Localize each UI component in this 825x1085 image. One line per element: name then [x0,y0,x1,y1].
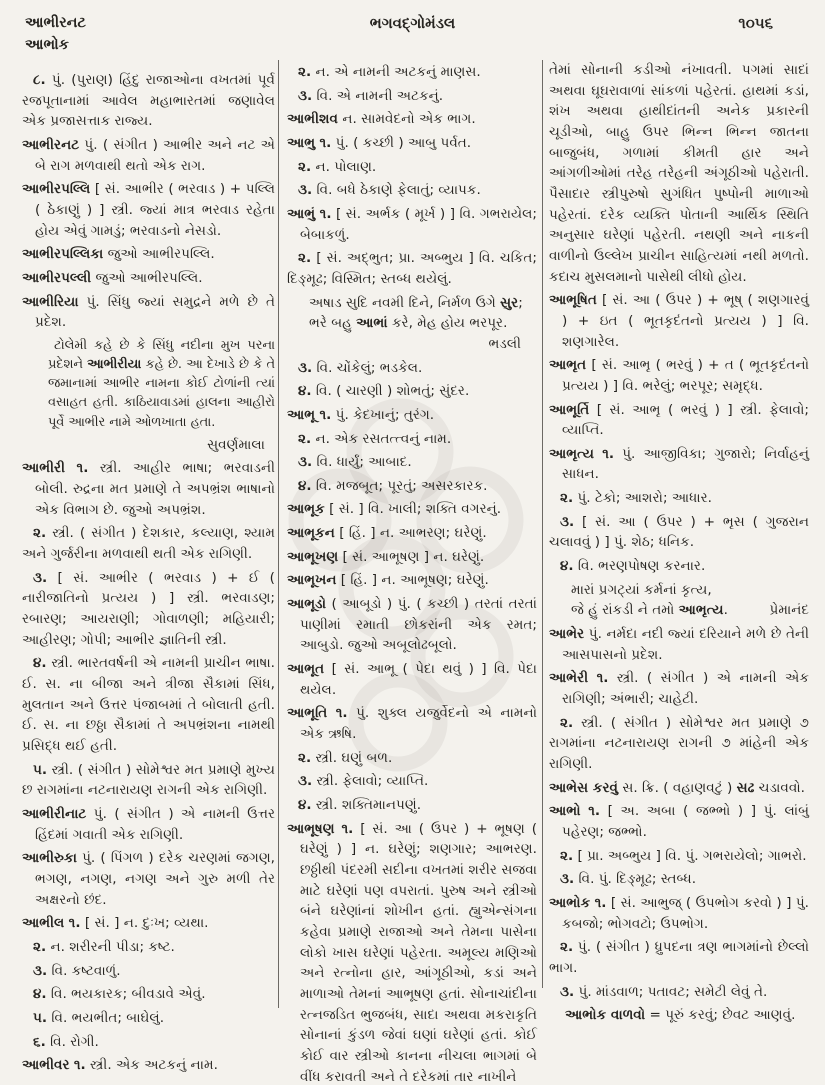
dictionary-entry: આભૃત [ સં. આભૃ ( ભરવું ) + ત ( ભૂતકૃદંતનો પ્રત્યય ) ] વિ. ભરેલું; ભરપૂર; સમૃદ્ધ. [549,357,809,394]
sense-item: ૩. [ સં. આ ( ઉપર ) + ભૃસ ( ગુજરાન ચલાવવું ) ] પું. શેઠ; ધનિક. [549,513,809,551]
source-citation: ભડલી [488,335,521,352]
dictionary-entry: આભુ ૧. પું. ( કચ્છી ) આબુ પર્વત. [287,134,472,151]
dictionary-entry: આભૂષિત [ સં. આ ( ઉપર ) + ભૂષ્ ( શણગારવું ) + ઇત ( ભૂતકૃદંતનો પ્રત્યય ) ] વિ. શણગારેલ. [549,292,809,350]
sense-item: ૩. વિ. એ નામની અટકનું. [298,87,444,104]
verse-quote: મારાં પ્રગટ્યાં કર્મનાં કૃત્ય, જે હું રાંકડી ને તમો આભૃત્ય. પ્રેમાનંદ [571,580,809,621]
dictionary-entry: આભીરપલ્લિકા જુઓ આભીરપલ્લિ. [22,246,215,263]
dictionary-entry: આભીરપલ્લિ [ સં. આભીર ( ભરવાડ ) + પલ્લિ ( ઠેકાણું ) ] સ્ત્રી. જ્યાં માત્ર ભરવાડ રહેતા હોય એવું ગામડું; ભરવાડનો નેસડો. [22,181,275,239]
sense-item: ૩. સ્ત્રી. ફેલાવો; વ્યાપ્તિ. [298,773,429,790]
sense-item: ૨. સ્ત્રી. ( સંગીત ) દેશકાર, કલ્યાણ, શ્યામ અને ગુર્જરીના મળવાથી થતી એક રાગિણી. [22,525,275,563]
sense-item: ૨. પું. ( સંગીત ) ધ્રુપદના ત્રણ ભાગમાંનો છેલ્લો ભાગ. [549,939,809,976]
source-citation: પ્રેમાનંદ [769,602,809,619]
sense-item: ૩. વિ. બધે ઠેકાણે ફેલાતું; વ્યાપક. [298,182,481,199]
dictionary-entry: આભોક ૧. [ સં. આભુજ્ ( ઉપભોગ કરવો ) ] પું. કબજો; ભોગવટો; ઉપભોગ. [549,894,809,932]
sense-item: ૨. ન. પોલાણ. [298,158,377,175]
dictionary-entry: આભૂષણ ૧. [ સં. આ ( ઉપર ) + ભૂષણ ( ઘરેણું ) ] ન. ઘરેણું; શણગાર; આભરણ. છઠ્ઠીથી પંદરમી સદીના વખતમાં શરીર સજવા માટે ઘરેણાં પણ વપરાતાં. પુરુષ અને સ્ત્રીઓ બંને ઘરેણાંનાં શોખીન હતાં. હ્યુએન્સંગના કહેવા પ્રમાણે રાજાઓ અને તેમના પાસેના લોકો ખાસ ઘરેણાં પહેરતા. અમૂલ્ય મણિઓ અને રત્નોના હાર, આંગૂઠીઓ, કડાં અને માળાઓ તેમનાં આભૂષણ હતાં. સોનાચાંદીના રત્નજડિત ભુજબંધ, સાદા અથવા મકરાકૃતિ સોનાનાં કુંડળ જેવાં ઘણાં ઘરેણાં હતાં. કોઈ કોઈ વાર સ્ત્રીઓ કાનના નીચલા ભાગમાં બે વીંધ કરાવતી અને તે દરેકમાં તાર નાખીને [287,820,537,1085]
dictionary-entry: આભીશવ ન. સામવેદનો એક ભાગ. [287,111,476,128]
sense-item: ૨. સ્ત્રી. ઘણું બળ. [298,749,393,766]
page-title: ભગવદ્ગોમંડલ [369,14,456,32]
sense-item: ૩. વિ. પું. દિઙ્મૂઢ; સ્તબ્ધ. [560,871,697,888]
dictionary-entry: આભીરિયા પું. સિંધુ જ્યાં સમુદ્રને મળે છે તે પ્રદેશ. [22,293,275,331]
dictionary-entry: આભૂક [ સં. ] વિ. ખાલી; શક્તિ વગરનું. [287,501,502,518]
column-divider-right [542,60,543,988]
note-paragraph: ટોલેમી કહે છે કે સિંધુ નદીના મુખ પરના પ્રદેશને આભીરીયા કહે છે. આ દેખાડે છે કે તે જમાનામાં આભીર નામના કોઈ ટોળાંની ત્યાં વસાહત હતી. કાઠિયાવાડમાં હાલના આહીરો પૂર્વે આભીર નામે ઓળખાતા હતા. [48,337,275,430]
sense-item: ૪. વિ. મજબૂત; પૂરતું; અસરકારક. [298,477,488,494]
sense-item: ૨. ન. એ નામની અટકનું માણસ. [298,64,481,80]
column-3 [549,60,809,1029]
sense-item: ૩. [ સં. આભીર ( ભરવાડ ) + ઈ ( નારીજાતિનો પ્રત્યય ) ] સ્ત્રી. ભરવાડણ; રબારણ; આયરાણી; ગોવાળણી; મહિયારી; આહીરણ; ગોપી; આભીર જ્ઞાતિની સ્ત્રી. [22,569,275,648]
sense-item: ૨. પું. ટેકો; આશરો; આધાર. [560,490,712,507]
dictionary-entry: આભૂત [ સં. આભૂ ( પેદા થવું ) ] વિ. પેદા થયેલ. [287,661,537,698]
idiom-line: આભોક વાળવો = પૂરું કરવું; છેવટ આણવું. [565,1007,796,1024]
dictionary-entry: આભૂતિ ૧. પું. શુક્લ યજુર્વેદનો એ નામનો એક ઋષિ. [287,705,537,743]
sense-item: ૨. સ્ત્રી. ( સંગીત ) સોમેશ્વર મત પ્રમાણે ૭ રાગમાંના નટનારાયણ રાગની ૭ માંહેની એક રાગિણી. [549,714,809,772]
dictionary-entry: આભીરી ૧. સ્ત્રી. આહીર ભાષા; ભરવાડની બોલી. રુદ્રના મત પ્રમાણે તે અપભ્રંશ ભાષાનો એક વિભાગ છે. જુઓ અપભ્રંશ. [22,460,275,518]
dictionary-entry: આભીરનટ પું. ( સંગીત ) આભીર અને નટ એ બે રાગ મળવાથી થતો એક રાગ. [22,136,275,174]
guide-word-bottom: આભોક [25,37,69,53]
dictionary-entry: આભૂકન [ હિં. ] ન. આભરણ; ઘરેણું. [287,525,487,542]
continuation-paragraph: તેમાં સોનાની કડીઓ નંખાવતી. પગમાં સાદાં અથવા ઘૂઘરાવાળાં સાંકળાં પહેરતાં. હાથમાં કડાં, શંખ અથવા હાથીદાંતની અનેક પ્રકારની ચૂડીઓ, બાહુ ઉપર ભિન્ન ભિન્ન જાતના બાજુબંધ, ગળામાં કીમતી હાર અને આંગળીઓમાં તરેહ તરેહની અંગૂઠીઓ પહેરાતી. પૈસાદાર સ્ત્રીપુરુષો સુગંધિત પુષ્પોની માળાઓ પહેરતાં. દરેક વ્યક્તિ પોતાની આર્થિક સ્થિતિ અનુસાર ઘરેણાં પહેરતી. નથણી અને નાકની વાળીનો ઉલ્લેખ પ્રાચીન સાહિત્યમાં નથી મળતો. કદાચ મુસલમાનો પાસેથી લીધો હોય. [549,62,809,285]
sense-item: ૩. વિ. કષ્ટવાળું. [33,962,121,979]
dictionary-entry: આભીલ ૧. [ સં. ] ન. દુઃખ; વ્યથા. [22,915,209,932]
dictionary-entry: આભૂખન [ હિં. ] ન. આભૂષણ; ઘરેણું. [287,572,489,589]
sense-item: ૪. સ્ત્રી. શક્તિમાનપણું. [298,797,422,813]
source-citation: સુવર્ણમાલા [207,436,265,453]
sense-item: ૨. [ પ્રા. અબ્ભુય ] વિ. પું. ગભરાયેલો; ગાભરો. [560,847,807,864]
dictionary-entry: આભીરપલ્લી જુઓ આભીરપલ્લિ. [22,269,203,286]
column-2 [287,62,537,1085]
dictionary-entry: આભીરીનાટ પું. ( સંગીત ) એ નામની ઉત્તર હિંદમાં ગવાતી એક રાગિણી. [22,805,275,843]
dictionary-entry: આભૂર્તિ [ સં. આભૃ ( ભરવું ) ] સ્ત્રી. ફેલાવો; વ્યાપ્તિ. [549,401,809,439]
verse-quote: અષાડ સુદિ નવમી દિને, નિર્મળ ઉગે સુર; ભરે બહુ આભાં કરે, મેહ હોય ભરપૂર. ભડલી [309,293,537,355]
sense-item: ૨. [ સં. અદ્ભુત; પ્રા. અબ્ભુય ] વિ. ચકિત; દિઙ્મૂઢ; વિસ્મિત; સ્તબ્ધ થયેલું. [287,250,537,287]
dictionary-entry: આભૂખણ [ સં. આભૂષણ ] ન. ઘરેણું. [287,548,485,565]
dictionary-entry: આભૃત્ય ૧. પું. આજીવિકા; ગુજારો; નિર્વાહનું સાધન. [549,445,809,483]
dictionary-entry: આભૂડો ( આબૂડો ) પું. ( કચ્છી ) તરતાં તરતાં પાણીમાં રમાતી છોકરાંની એક રમત; આબુડો. જુઓ અબૂલોઢબૂલો. [287,596,537,654]
dictionary-entry: આભીરુકા પું. ( પિંગળ ) દરેક ચરણમાં જગણ, ભગણ, નગણ, નગણ અને ગુરુ મળી તેર અક્ષરનો છંદ. [22,850,275,908]
guide-word-top: આભીરનટ [25,15,86,31]
sense-item: ૮. પું. (પુરાણ) હિંદુ રાજાઓના વખતમાં પૂર્વ રજપૂતાનામાં આવેલ મહાભારતમાં જણાવેલ એક પ્રજાસત્તાક રાજ્ય. [22,72,275,130]
sense-item: ૨. ન. શરીરની પીડા; કષ્ટ. [33,938,175,955]
page-number: ૧૦૫૬ [738,14,773,32]
sense-item: ૪. વિ. ભયકારક; બીવડાવે એવું. [33,986,206,1003]
sense-item: ૪. વિ. ભરણપોષણ કરનાર. [560,558,706,575]
column-1 [22,70,275,1079]
dictionary-entry: આભેસ કરવું સ. ક્રિ. ( વહાણવટું ) સઢ ચડાવવો. [549,779,806,796]
sense-item: ૫. સ્ત્રી. ( સંગીત ) સોમેશ્વર મત પ્રમાણે મુખ્ય છ રાગમાંના નટનારાયણ રાગની એક રાગિણી. [22,761,275,799]
dictionary-entry: આભૂ ૧. પું. કેદખાનું; તુરંગ. [287,406,435,423]
sense-item: ૨. ન. એક રસતત્ત્વનું નામ. [298,430,452,447]
dictionary-entry: આભેર પું. નર્મદા નદી જ્યાં દરિયાને મળે છે તેની આસપાસનો પ્રદેશ. [549,626,809,663]
sense-item: ૪. વિ. ( ચારણી ) શોભતું; સુંદર. [298,383,470,400]
sense-item: ૬. વિ. રોગી. [33,1033,99,1050]
dictionary-entry: આભું ૧. [ સં. અર્ભક ( મૂર્ખ ) ] વિ. ગભરાયેલ; બેબાકળું. [287,205,538,243]
column-divider-left [278,60,279,1008]
dictionary-entry: આભેરી ૧. સ્ત્રી. ( સંગીત ) એ નામની એક રાગિણી; અંભારી; ચાહેટી. [549,670,809,708]
dictionary-entry: આભો ૧. [ અ. અબા ( જભ્ભો ) ] પું. લાંબું પહેરણ; જભ્ભો. [549,803,809,840]
sense-item: ૫. વિ. ભયભીત; બાઘેલું. [33,1009,165,1026]
sense-item: ૪. સ્ત્રી. ભારતવર્ષની એ નામની પ્રાચીન ભાષા. ઈ. સ. ના બીજા અને ત્રીજા સૈકામાં સિંધ, મુલતાન અને ઉત્તર પંજાબમાં તે બોલાતી હતી. ઈ. સ. ના છઠ્ઠા સૈકામાં તે અપભ્રંશના નામથી પ્રસિદ્ધ થઈ હતી. [22,655,275,754]
dictionary-entry: આભીવર ૧. સ્ત્રી. એક અટકનું નામ. [22,1057,218,1074]
sense-item: ૩. વિ. ચોંકેલું; ભડકેલ. [298,359,423,376]
sense-item: ૩. પું. માંડવાળ; પતાવટ; સમેટી લેવું તે. [560,983,768,1000]
sense-item: ૩. વિ. ધાર્યું; આબાદ. [298,454,412,471]
